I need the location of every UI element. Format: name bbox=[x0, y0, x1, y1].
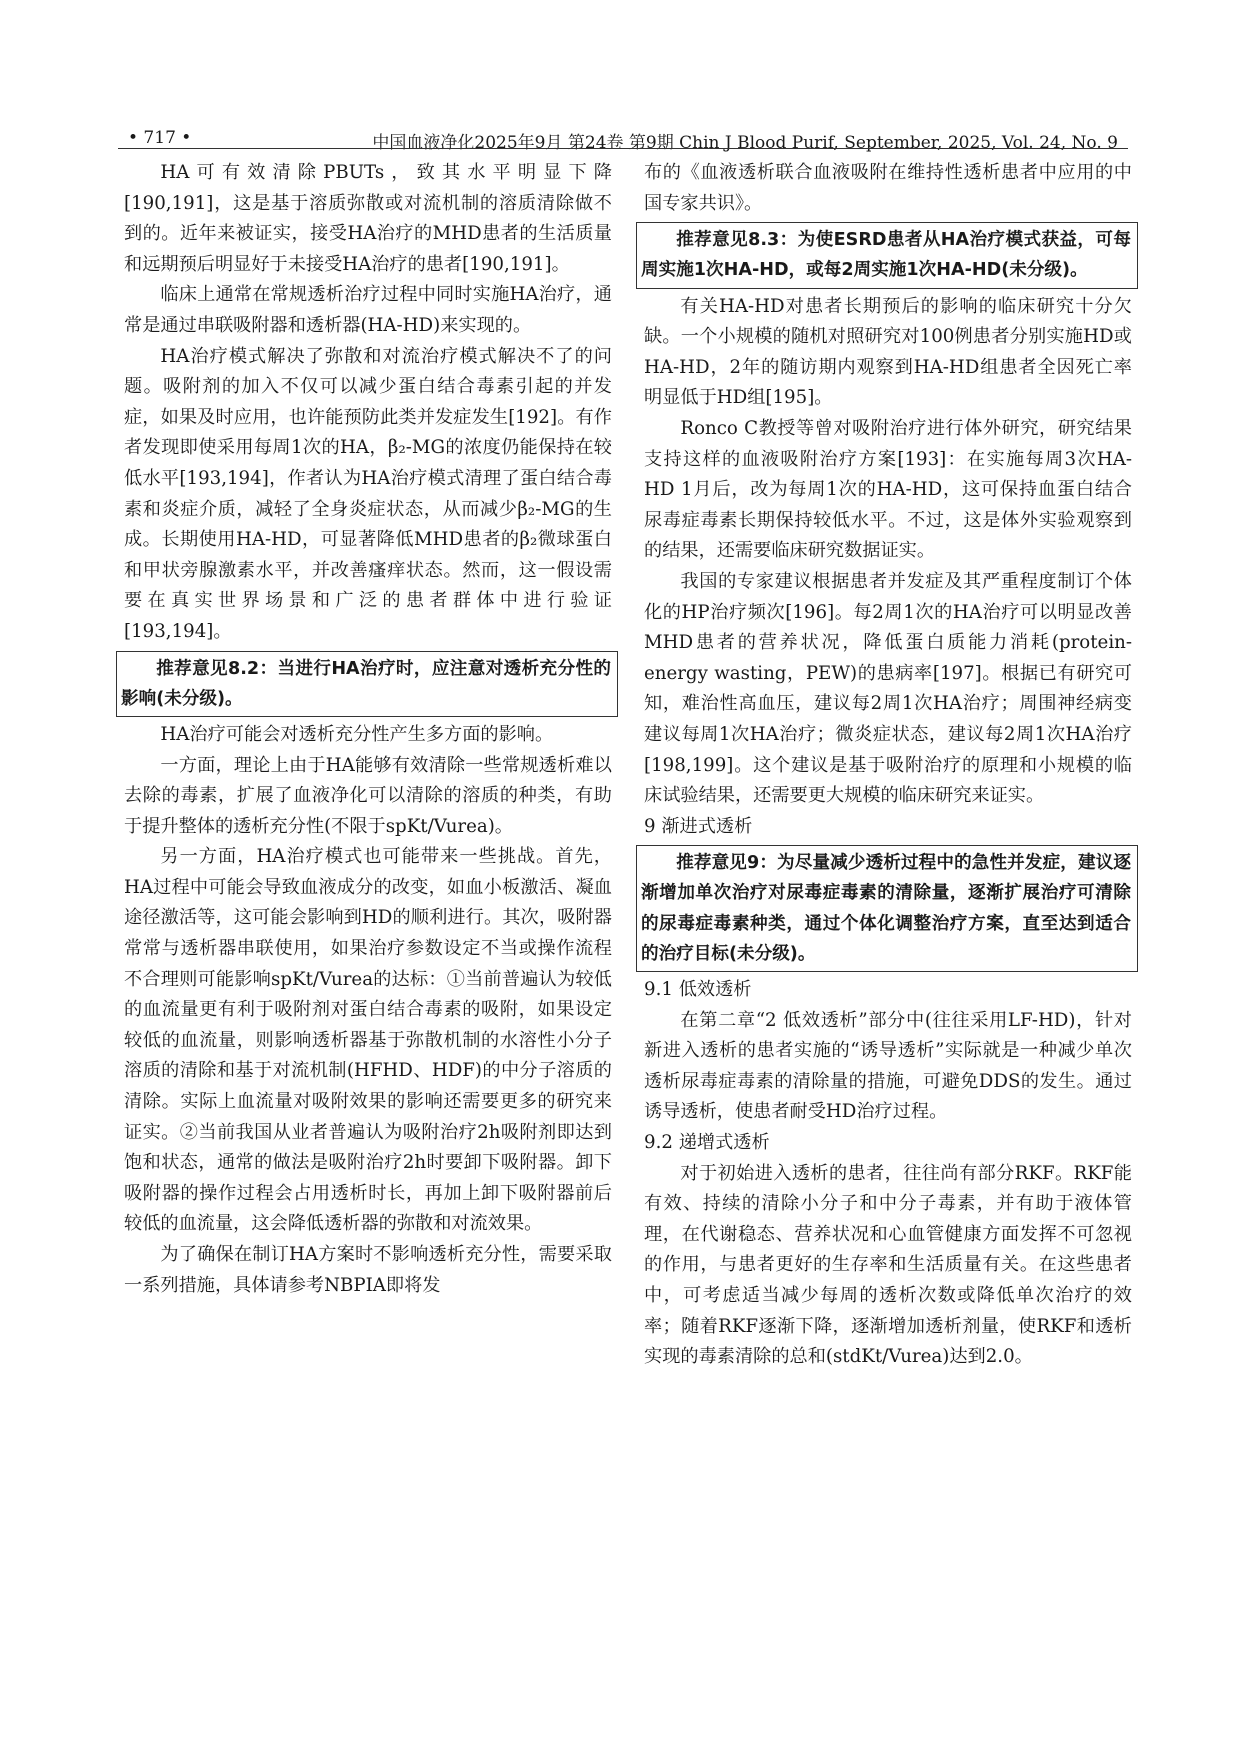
paragraph: HA可有效清除PBUTs，致其水平明显下降[190,191]，这是基于溶质弥散或对流机制的溶质清除做不到的。近年来被证实，接受HA治疗的MHD患者的生活质量和远期预后明显好于未接受HA治疗的患者[190,191]。 bbox=[124, 162, 612, 275]
paragraph: 另一方面，HA治疗模式也可能带来一些挑战。首先，HA过程中可能会导致血液成分的改变，如血小板激活、凝血途径激活等，这可能会影响到HD的顺利进行。其次，吸附器常常与透析器串联使用，如果治疗参数设定不当或操作流程不合理则可能影响spKt/Vurea的达标：①当前普遍认为较低的血流量更有利于吸附剂对蛋白结合毒素的吸附，如果设定较低的血流量，则影响透析器基于弥散机制的水溶性小分子溶质的清除和基于对流机制(HFHD、HDF)的中分子溶质的清除。实际上血流量对吸附效果的影响还需要更多的研究来证实。②当前我国从业者普遍认为吸附治疗2h吸附剂即达到饱和状态，通常的做法是吸附治疗2h时要卸下吸附器。卸下吸附器的操作过程会占用透析时长，再加上卸下吸附器前后较低的血流量，这会降低透析器的弥散和对流效果。 bbox=[124, 846, 612, 1235]
running-header bbox=[118, 128, 1128, 158]
subsection-heading-9-1: 9.1 低效透析 bbox=[644, 979, 752, 1001]
paragraph: 布的《血液透析联合血液吸附在维持性透析患者中应用的中国专家共识》。 bbox=[644, 162, 1132, 214]
paragraph: 有关HA-HD对患者长期预后的影响的临床研究十分欠缺。一个小规模的随机对照研究对100例患者分别实施HD或HA-HD，2年的随访期内观察到HA-HD组患者全因死亡率明显低于HD组[195]。 bbox=[644, 295, 1132, 409]
recommendation-box-8-3 bbox=[636, 222, 1138, 288]
recommendation-box-9 bbox=[636, 845, 1138, 972]
recommendation-text: 推荐意见8.3：为使ESRD患者从HA治疗模式获益，可每周实施1次HA-HD，或每2周实施1次HA-HD(未分级)。 bbox=[641, 230, 1131, 281]
section-heading-9: 9 渐进式透析 bbox=[644, 815, 753, 837]
subsection-heading-9-2: 9.2 递增式透析 bbox=[644, 1132, 770, 1154]
recommendation-box-8-2 bbox=[116, 651, 618, 717]
paragraph: 一方面，理论上由于HA能够有效清除一些常规透析难以去除的毒素，扩展了血液净化可以清除的溶质的种类，有助于提升整体的透析充分性(不限于spKt/Vurea)。 bbox=[124, 754, 612, 837]
paragraph: 在第二章“2 低效透析”部分中(往往采用LF-HD)，针对新进入透析的患者实施的“诱导透析”实际就是一种减少单次透析尿毒症毒素的清除量的措施，可避免DDS的发生。通过诱导透析，使患者耐受HD治疗过程。 bbox=[644, 1009, 1132, 1123]
page-number: • 717 • bbox=[128, 128, 192, 148]
right-column bbox=[641, 158, 1132, 1373]
left-column bbox=[121, 158, 612, 1301]
paragraph: 临床上通常在常规透析治疗过程中同时实施HA治疗，通常是通过串联吸附器和透析器(HA-HD)来实现的。 bbox=[124, 284, 612, 336]
paragraph: Ronco C教授等曾对吸附治疗进行体外研究，研究结果支持这样的血液吸附治疗方案[193]：在实施每周3次HA-HD 1月后，改为每周1次的HA-HD，这可保持血蛋白结合尿毒症毒素长期保持较低水平。不过，这是体外实验观察到的结果，还需要临床研究数据证实。 bbox=[644, 417, 1132, 562]
paragraph: HA治疗可能会对透析充分性产生多方面的影响。 bbox=[160, 723, 554, 745]
paragraph: 我国的专家建议根据患者并发症及其严重程度制订个体化的HP治疗频次[196]。每2周1次的HA治疗可以明显改善MHD患者的营养状况，降低蛋白质能力消耗(protein-energy wasting，PEW)的患病率[197]。根据已有研究可知，难治性高血压，建议每2周1次HA治疗；周围神经病变建议每周1次HA治疗；微炎症状态，建议每2周1次HA治疗[198,199]。这个建议是基于吸附治疗的原理和小规模的临床试验结果，还需要更大规模的临床研究来证实。 bbox=[644, 570, 1132, 807]
journal-citation: 中国血液净化2025年9月 第24卷 第9期 Chin J Blood Purif, September, 2025, Vol. 24, No. 9 bbox=[372, 133, 1118, 153]
paragraph: 对于初始进入透析的患者，往往尚有部分RKF。RKF能有效、持续的清除小分子和中分子毒素，并有助于液体管理，在代谢稳态、营养状况和心血管健康方面发挥不可忽视的作用，与患者更好的生存率和生活质量有关。在这些患者中，可考虑适当减少每周的透析次数或降低单次治疗的效率；随着RKF逐渐下降，逐渐增加透析剂量，使RKF和透析实现的毒素清除的总和(stdKt/Vurea)达到2.0。 bbox=[644, 1162, 1132, 1368]
paragraph: HA治疗模式解决了弥散和对流治疗模式解决不了的问题。吸附剂的加入不仅可以减少蛋白结合毒素引起的并发症，如果及时应用，也许能预防此类并发症发生[192]。有作者发现即使采用每周1次的HA，β₂-MG的浓度仍能保持在较低水平[193,194]，作者认为HA治疗模式清理了蛋白结合毒素和炎症介质，减轻了全身炎症状态，从而减少β₂-MG的生成。长期使用HA-HD，可显著降低MHD患者的β₂微球蛋白和甲状旁腺激素水平，并改善瘙痒状态。然而，这一假设需要在真实世界场景和广泛的患者群体中进行验证[193,194]。 bbox=[124, 345, 612, 642]
recommendation-text: 推荐意见8.2：当进行HA治疗时，应注意对透析充分性的影响(未分级)。 bbox=[121, 658, 611, 709]
header-rule bbox=[118, 148, 1128, 149]
paragraph: 为了确保在制订HA方案时不影响透析充分性，需要采取一系列措施，具体请参考NBPIA即将发 bbox=[124, 1244, 612, 1296]
recommendation-text: 推荐意见9：为尽量减少透析过程中的急性并发症，建议逐渐增加单次治疗对尿毒症毒素的清除量，逐渐扩展治疗可清除的尿毒症毒素种类，通过个体化调整治疗方案，直至达到适合的治疗目标(未分级)。 bbox=[641, 853, 1131, 964]
